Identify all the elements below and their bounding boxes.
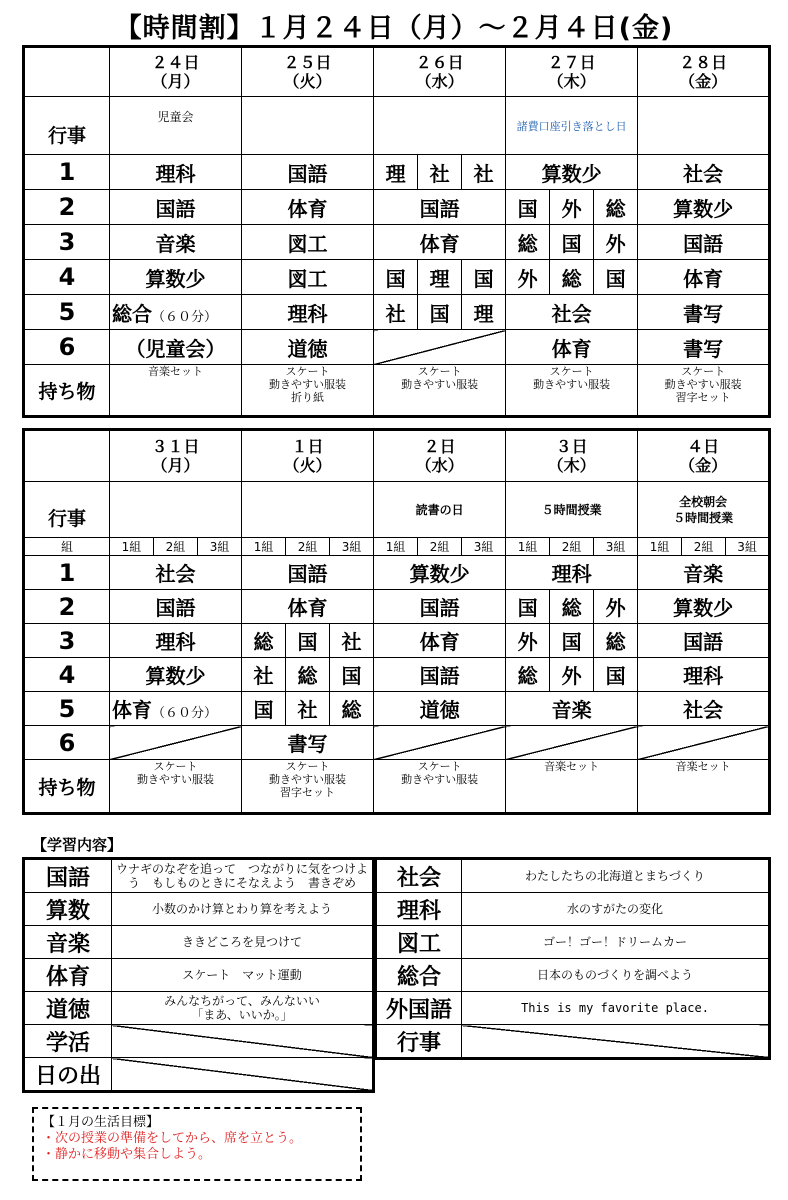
goals-heading: 【１月の生活目標】 [42, 1115, 160, 1130]
study-subject: 道徳 [24, 992, 112, 1025]
empty-slot [374, 330, 506, 365]
subject-cell: 理科 [110, 155, 242, 190]
subject-cell: 国 [594, 260, 638, 295]
subject-cell: 外 [594, 225, 638, 260]
subject-cell: 社会 [110, 556, 242, 590]
subject-cell: 国語 [638, 624, 770, 658]
subject-cell: 外 [506, 260, 550, 295]
subject-cell: 国 [286, 624, 330, 658]
goal-line: ・次の授業の準備をしてから、席を立とう。 [42, 1131, 303, 1146]
subject-cell: 国 [550, 624, 594, 658]
study-content: 日本のものづくりを調べよう [462, 959, 770, 992]
study-right-table [374, 857, 771, 1060]
subject-cell: 外 [506, 624, 550, 658]
group-header: 2組 [550, 538, 594, 556]
period-number: 2 [24, 590, 110, 624]
study-content: This is my favorite place. [462, 992, 770, 1025]
subject-cell: 総 [594, 190, 638, 225]
event-cell: 読書の日 [374, 482, 506, 538]
monthly-goals-box [32, 1107, 362, 1181]
group-header: 3組 [594, 538, 638, 556]
subject-cell: 道徳 [242, 330, 374, 365]
group-header: 2組 [682, 538, 726, 556]
group-header: 3組 [462, 538, 506, 556]
study-subject: 学活 [24, 1025, 112, 1058]
study-content: ゴー！ゴー！ドリームカー [462, 926, 770, 959]
period-number: 1 [24, 155, 110, 190]
subject-cell: 総 [594, 624, 638, 658]
study-subject: 体育 [24, 959, 112, 992]
period-number: 1 [24, 556, 110, 590]
study-subject: 算数 [24, 893, 112, 926]
subject-cell: 社会 [506, 295, 638, 330]
event-cell: 児童会 [110, 97, 242, 155]
items-cell: スケート 動きやすい服装 習字セット [638, 365, 770, 417]
study-subject: 行事 [376, 1025, 462, 1059]
day-header: ３日 （木） [506, 430, 638, 482]
empty-slot [374, 726, 506, 760]
subject-cell: 外 [550, 658, 594, 692]
subject-cell: 算数少 [374, 556, 506, 590]
study-left-table [22, 857, 375, 1093]
group-header: 1組 [506, 538, 550, 556]
subject-cell: 国 [550, 225, 594, 260]
subject-cell: 国語 [374, 190, 506, 225]
subject-cell: 国語 [242, 556, 374, 590]
study-content [112, 1025, 374, 1058]
study-content [112, 1058, 374, 1092]
event-cell: 諸費口座引き落とし日 [506, 97, 638, 155]
study-subject: 音楽 [24, 926, 112, 959]
group-header: 2組 [154, 538, 198, 556]
subject-cell: 音楽 [506, 692, 638, 726]
subject-cell: 体育 [242, 590, 374, 624]
subject-cell: 国語 [110, 590, 242, 624]
group-header: 1組 [242, 538, 286, 556]
subject-cell: 書写 [638, 330, 770, 365]
subject-cell: 書写 [638, 295, 770, 330]
subject-cell: 社 [242, 658, 286, 692]
items-cell: スケート 動きやすい服装 [506, 365, 638, 417]
subject-cell: 総合（６０分） [110, 295, 242, 330]
subject-cell: 社 [286, 692, 330, 726]
day-header: ２日 （水） [374, 430, 506, 482]
subject-cell: 国 [374, 260, 418, 295]
study-subject: 外国語 [376, 992, 462, 1025]
goal-line: ・静かに移動や集合しよう。 [42, 1147, 212, 1162]
subject-cell: 国 [242, 692, 286, 726]
group-header: 1組 [374, 538, 418, 556]
empty-slot [110, 726, 242, 760]
period-number: 3 [24, 225, 110, 260]
corner-cell [24, 47, 110, 97]
subject-cell: 国 [462, 260, 506, 295]
day-header: １日 （火） [242, 430, 374, 482]
period-number: 5 [24, 295, 110, 330]
day-header: ２７日 （木） [506, 47, 638, 97]
period-number: 6 [24, 330, 110, 365]
day-header: ２６日 （水） [374, 47, 506, 97]
study-content: わたしたちの北海道とまちづくり [462, 859, 770, 893]
subject-cell: 総 [242, 624, 286, 658]
subject-cell: 理科 [638, 658, 770, 692]
day-header: ２４日 （月） [110, 47, 242, 97]
study-content: みんなちがって、みんないい 「まあ、いいか。」 [112, 992, 374, 1025]
row-label-items: 持ち物 [24, 365, 110, 417]
subject-cell: 体育 [638, 260, 770, 295]
items-cell: スケート 動きやすい服装 [374, 365, 506, 417]
subject-cell: 外 [550, 190, 594, 225]
subject-cell: 道徳 [374, 692, 506, 726]
subject-cell: 理 [462, 295, 506, 330]
items-cell: スケート 動きやすい服装 習字セット [242, 760, 374, 814]
subject-cell: 総 [506, 225, 550, 260]
day-header: ２５日 （火） [242, 47, 374, 97]
subject-cell: 国 [418, 295, 462, 330]
study-content: 小数のかけ算とわり算を考えよう [112, 893, 374, 926]
period-number: 4 [24, 260, 110, 295]
event-cell [374, 97, 506, 155]
subject-cell: 算数少 [638, 590, 770, 624]
study-content: ウナギのなぞを追って つながりに気をつけよう もしものときにそなえよう 書きぞめ [112, 859, 374, 893]
subject-cell: 総 [550, 590, 594, 624]
study-content: スケート マット運動 [112, 959, 374, 992]
subject-cell: 社 [330, 624, 374, 658]
group-header: 2組 [418, 538, 462, 556]
event-cell: 全校朝会 ５時間授業 [638, 482, 770, 538]
subject-cell: 国語 [110, 190, 242, 225]
study-heading: 【学習内容】 [32, 836, 123, 854]
subject-cell: 体育 [242, 190, 374, 225]
items-cell: スケート 動きやすい服装 折り紙 [242, 365, 374, 417]
items-cell: 音楽セット [110, 365, 242, 417]
subject-cell: 理科 [242, 295, 374, 330]
empty-slot [506, 726, 638, 760]
study-subject: 図工 [376, 926, 462, 959]
subject-cell: 総 [330, 692, 374, 726]
row-label-event: 行事 [24, 482, 110, 538]
day-header: ２８日 （金） [638, 47, 770, 97]
subject-cell: 体育 [506, 330, 638, 365]
items-cell: 音楽セット [506, 760, 638, 814]
row-label-event: 行事 [24, 97, 110, 155]
subject-cell: 国語 [374, 590, 506, 624]
event-cell: ５時間授業 [506, 482, 638, 538]
corner-cell [24, 430, 110, 482]
study-content: 水のすがたの変化 [462, 893, 770, 926]
period-number: 6 [24, 726, 110, 760]
subject-cell: 社 [374, 295, 418, 330]
study-subject: 社会 [376, 859, 462, 893]
subject-cell: 音楽 [110, 225, 242, 260]
items-cell: スケート 動きやすい服装 [374, 760, 506, 814]
study-subject: 総合 [376, 959, 462, 992]
items-cell: スケート 動きやすい服装 [110, 760, 242, 814]
subject-cell: 音楽 [638, 556, 770, 590]
subject-cell: 国 [330, 658, 374, 692]
subject-cell: 理科 [110, 624, 242, 658]
group-header: 3組 [198, 538, 242, 556]
subject-cell: 理科 [506, 556, 638, 590]
subject-cell: 算数少 [110, 260, 242, 295]
subject-cell: 国 [506, 190, 550, 225]
event-cell [242, 97, 374, 155]
period-number: 5 [24, 692, 110, 726]
subject-cell: 国語 [374, 658, 506, 692]
subject-cell: 算数少 [506, 155, 638, 190]
group-header: 3組 [726, 538, 770, 556]
study-content [462, 1025, 770, 1059]
subject-cell: 総 [286, 658, 330, 692]
day-header: ３１日 （月） [110, 430, 242, 482]
study-subject: 日の出 [24, 1058, 112, 1092]
group-header: 3組 [330, 538, 374, 556]
event-cell [242, 482, 374, 538]
subject-cell: 図工 [242, 225, 374, 260]
subject-cell: 書写 [242, 726, 374, 760]
items-cell: 音楽セット [638, 760, 770, 814]
study-subject: 理科 [376, 893, 462, 926]
subject-cell: 総 [506, 658, 550, 692]
subject-cell: （児童会） [110, 330, 242, 365]
subject-cell: 図工 [242, 260, 374, 295]
group-header: 1組 [110, 538, 154, 556]
subject-cell: 算数少 [110, 658, 242, 692]
period-number: 4 [24, 658, 110, 692]
subject-cell: 体育 [374, 225, 506, 260]
subject-cell: 外 [594, 590, 638, 624]
event-cell [638, 97, 770, 155]
empty-slot [638, 726, 770, 760]
day-header: ４日 （金） [638, 430, 770, 482]
period-number: 2 [24, 190, 110, 225]
row-label-group: 組 [24, 538, 110, 556]
subject-cell: 理 [374, 155, 418, 190]
subject-cell: 国 [506, 590, 550, 624]
subject-cell: 社会 [638, 155, 770, 190]
subject-cell: 総 [550, 260, 594, 295]
timetable-week2 [22, 428, 771, 815]
subject-cell: 体育 [374, 624, 506, 658]
subject-cell: 国 [594, 658, 638, 692]
subject-cell: 社 [418, 155, 462, 190]
study-subject: 国語 [24, 859, 112, 893]
subject-cell: 算数少 [638, 190, 770, 225]
subject-cell: 社 [462, 155, 506, 190]
study-content: ききどころを見つけて [112, 926, 374, 959]
subject-cell: 体育（６０分） [110, 692, 242, 726]
timetable-week1 [22, 45, 771, 418]
subject-cell: 国語 [242, 155, 374, 190]
page-title: 【時間割】１月２４日（月）～２月４日(金) [114, 13, 674, 44]
subject-cell: 社会 [638, 692, 770, 726]
group-header: 1組 [638, 538, 682, 556]
row-label-items: 持ち物 [24, 760, 110, 814]
group-header: 2組 [286, 538, 330, 556]
subject-cell: 国語 [638, 225, 770, 260]
period-number: 3 [24, 624, 110, 658]
event-cell [110, 482, 242, 538]
subject-cell: 理 [418, 260, 462, 295]
